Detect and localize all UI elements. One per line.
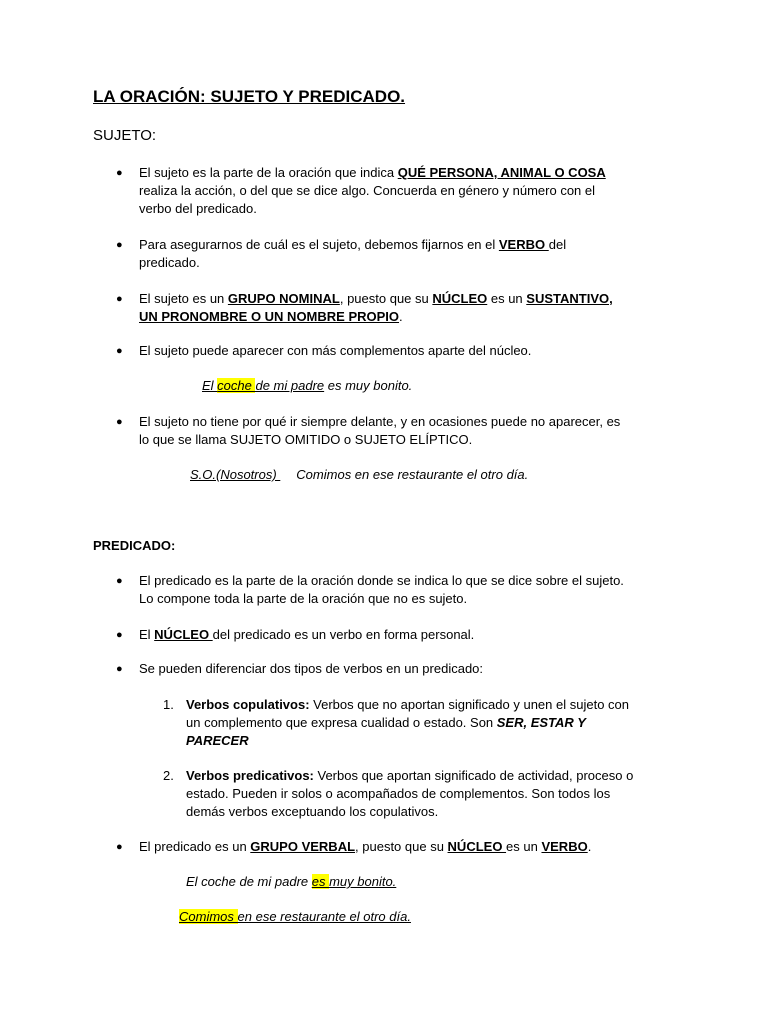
bullet-marker: ● [116, 293, 123, 305]
predicado-bullet-4: El predicado es un GRUPO VERBAL, puesto que su NÚCLEO es un VERBO. [139, 839, 592, 854]
bullet-marker: ● [116, 345, 123, 357]
page-title: LA ORACIÓN: SUJETO Y PREDICADO. [93, 87, 406, 106]
list-number: 1. [163, 697, 174, 712]
predicado-bullet-2: El NÚCLEO del predicado es un verbo en forma personal. [139, 627, 475, 642]
numbered-item-2: Verbos predicativos: Verbos que aportan significado de actividad, proceso o estado. Pueden ir solos o acompañados de complementos. Son todos los demás verbos exceptuando los copulativos. [186, 768, 634, 819]
sujeto-bullet-2: Para asegurarnos de cuál es el sujeto, debemos fijarnos en el VERBO del predicado. [139, 237, 567, 270]
numbered-item-1: Verbos copulativos: Verbos que no aportan significado y unen el sujeto con un complemento que expresa cualidad o estado. Son SER, ESTAR Y PARECER [186, 697, 629, 748]
list-number: 2. [163, 768, 174, 783]
predicado-bullet-3: Se pueden diferenciar dos tipos de verbos en un predicado: [139, 661, 484, 676]
example-sentence: El coche de mi padre es muy bonito. [186, 874, 397, 889]
example-sentence: Comimos en ese restaurante el otro día. [179, 909, 411, 924]
sujeto-bullet-5: El sujeto no tiene por qué ir siempre delante, y en ocasiones puede no aparecer, es lo que se llama SUJETO OMITIDO o SUJETO ELÍPTICO. [139, 414, 621, 447]
bullet-marker: ● [116, 663, 123, 675]
sujeto-bullet-1: El sujeto es la parte de la oración que indica QUÉ PERSONA, ANIMAL O COSA realiza la acción, o del que se dice algo. Concuerda en género y número con el verbo del predicado. [139, 165, 606, 216]
bullet-marker: ● [116, 239, 123, 251]
bullet-marker: ● [116, 416, 123, 428]
example-sentence: El coche de mi padre es muy bonito. [202, 378, 413, 393]
sujeto-bullet-4: El sujeto puede aparecer con más complementos aparte del núcleo. [139, 343, 532, 358]
bullet-marker: ● [116, 629, 123, 641]
example-sentence: S.O.(Nosotros) Comimos en ese restaurante el otro día. [190, 467, 529, 482]
sujeto-bullet-3: El sujeto es un GRUPO NOMINAL, puesto que su NÚCLEO es un SUSTANTIVO, UN PRONOMBRE O UN NOMBRE PROPIO. [139, 291, 613, 324]
section-heading-predicado: PREDICADO: [93, 538, 176, 553]
section-heading-sujeto: SUJETO: [93, 127, 157, 144]
bullet-marker: ● [116, 575, 123, 587]
predicado-bullet-1: El predicado es la parte de la oración donde se indica lo que se dice sobre el sujeto. Lo compone toda la parte de la oración que no es sujeto. [139, 573, 624, 606]
bullet-marker: ● [116, 167, 123, 179]
bullet-marker: ● [116, 841, 123, 853]
